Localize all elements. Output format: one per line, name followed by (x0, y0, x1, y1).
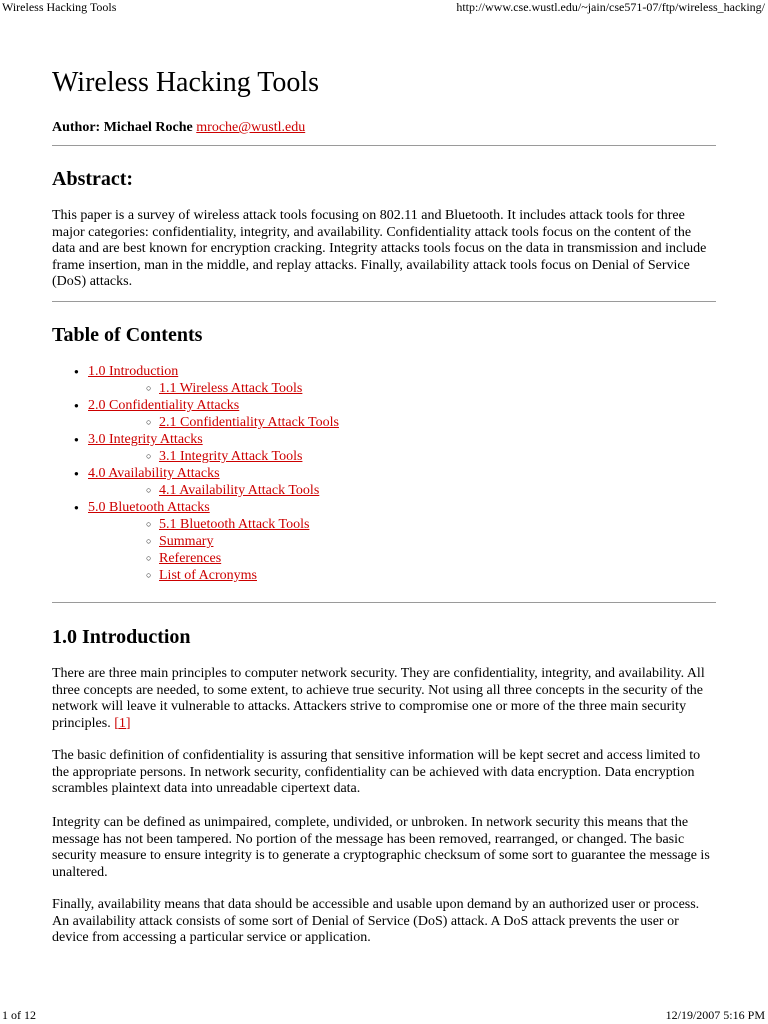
toc-subitem (88, 516, 339, 533)
toc-heading: Table of Contents (52, 324, 203, 346)
intro-paragraph-1 (52, 666, 716, 732)
toc-link-list-of-acronyms[interactable]: List of Acronyms (159, 568, 257, 583)
toc-subitem (88, 482, 339, 499)
toc-item (52, 363, 339, 397)
toc-link-wireless-attack-tools[interactable]: 1.1 Wireless Attack Tools (159, 381, 303, 396)
toc-link-availability-attacks[interactable]: 4.0 Availability Attacks (88, 466, 220, 481)
toc-subitem (88, 533, 339, 550)
abstract-text: This paper is a survey of wireless attack tools focusing on 802.11 and Bluetooth. It includes attack tools for three major categories: confidentiality, integrity, and availability. Confidentiality attack tools focus on the content of the data and are best known for encryption cracking. Integrity attacks tools focus on the data in transmission and include frame insertion, man in the middle, and replay attacks. Finally, availability attack tools focus on Denial of Service (DoS) attacks. (52, 208, 707, 289)
toc-subitem (88, 567, 339, 584)
print-footer-page: 1 of 12 (2, 1008, 36, 1022)
author-line (52, 119, 305, 137)
print-header-title: Wireless Hacking Tools (2, 0, 117, 14)
toc-item (52, 397, 339, 431)
reference-link-1[interactable]: [1] (114, 715, 131, 731)
toc-link-confidentiality-attack-tools[interactable]: 2.1 Confidentiality Attack Tools (159, 415, 339, 430)
intro-paragraph-4: Finally, availability means that data should be accessible and usable upon demand by an authorized user or process. An availability attack consists of some sort of Denial of Service (DoS) attack. A DoS attack prevents the user or device from accessing a particular service or application. (52, 897, 700, 945)
toc-subitem (88, 550, 339, 567)
toc-item (52, 431, 339, 465)
page-title: Wireless Hacking Tools (52, 67, 320, 98)
toc-subitem (88, 448, 339, 465)
intro-paragraph-1-text: There are three main principles to computer network security. They are confidentiality, integrity, and availability. All three concepts are needed, to some extent, to achieve true security. Not using all three concepts in the security of the network will leave it vulnerable to attacks. Attackers strive to compromise one or more of the three main security principles. (52, 666, 705, 731)
intro-paragraph-2: The basic definition of confidentiality is assuring that sensitive information will be kept secret and access limited to the appropriate persons. In network security, confidentiality can be achieved with data encryption. Data encryption scrambles plaintext data into unreadable cipertext data. (52, 748, 701, 796)
introduction-heading: 1.0 Introduction (52, 626, 191, 648)
divider (52, 301, 716, 302)
toc-link-integrity-attacks[interactable]: 3.0 Integrity Attacks (88, 432, 203, 447)
toc-link-introduction[interactable]: 1.0 Introduction (88, 364, 179, 379)
toc-link-references[interactable]: References (159, 551, 222, 566)
toc-item (52, 499, 339, 584)
toc-link-availability-attack-tools[interactable]: 4.1 Availability Attack Tools (159, 483, 320, 498)
author-label: Author: Michael Roche (52, 120, 193, 135)
toc-subitem (88, 380, 339, 397)
toc-link-summary[interactable]: Summary (159, 534, 214, 549)
toc-link-integrity-attack-tools[interactable]: 3.1 Integrity Attack Tools (159, 449, 303, 464)
toc-item (52, 465, 339, 499)
print-footer-timestamp: 12/19/2007 5:16 PM (665, 1008, 765, 1022)
divider (52, 145, 716, 146)
toc-link-bluetooth-attack-tools[interactable]: 5.1 Bluetooth Attack Tools (159, 517, 310, 532)
table-of-contents (52, 363, 339, 584)
intro-paragraph-3: Integrity can be defined as unimpaired, complete, undivided, or unbroken. In network security this means that the message has not been tampered. No portion of the message has been removed, rearranged, or changed. The basic security measure to ensure integrity is to generate a cryptographic checksum of some sort to guarantee the message is unaltered. (52, 815, 710, 880)
toc-link-confidentiality-attacks[interactable]: 2.0 Confidentiality Attacks (88, 398, 240, 413)
abstract-heading: Abstract: (52, 168, 134, 190)
divider (52, 602, 716, 603)
toc-subitem (88, 414, 339, 431)
print-header-url: http://www.cse.wustl.edu/~jain/cse571-07/ftp/wireless_hacking/ (456, 0, 765, 14)
toc-link-bluetooth-attacks[interactable]: 5.0 Bluetooth Attacks (88, 500, 210, 515)
author-email-link[interactable]: mroche@wustl.edu (196, 120, 306, 135)
